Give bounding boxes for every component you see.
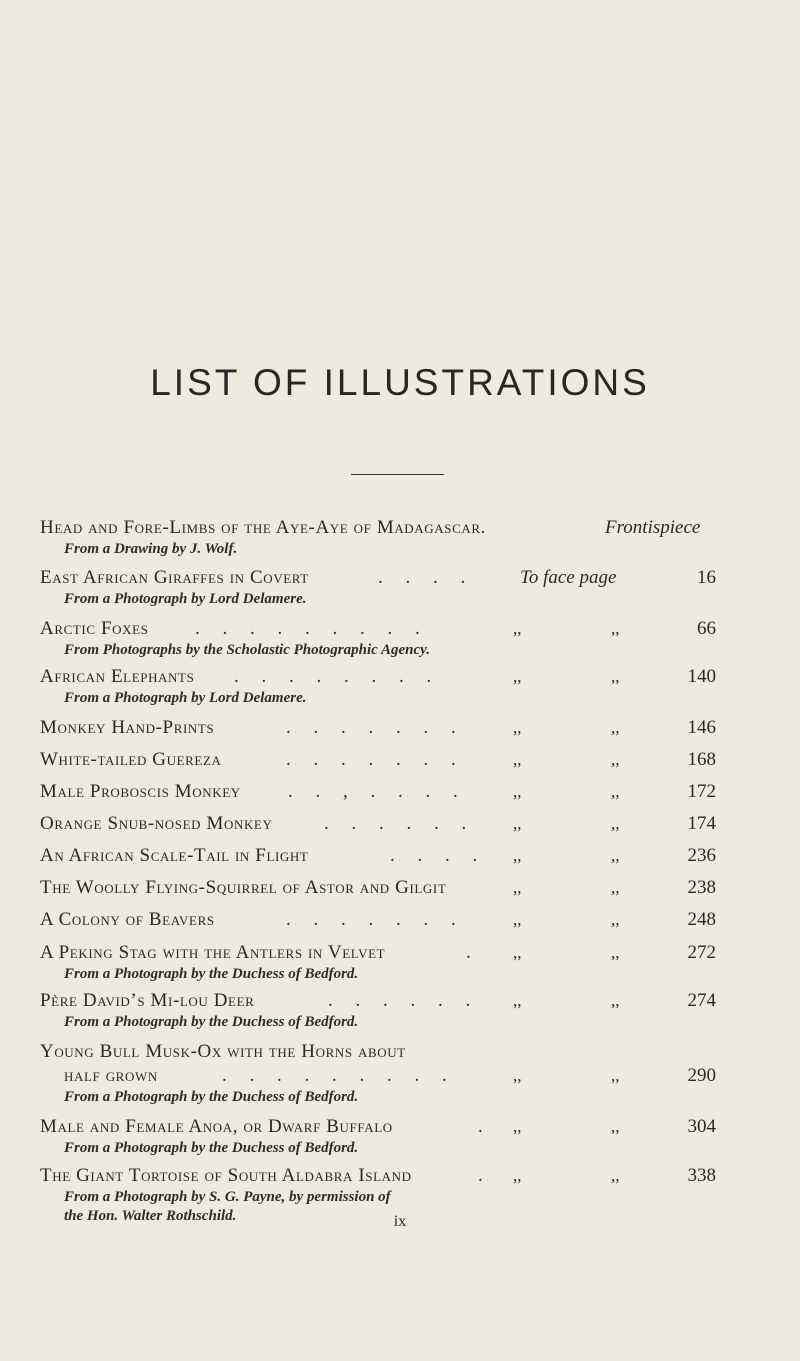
leader-dots: . . . .	[390, 845, 487, 866]
title-rule	[351, 474, 444, 475]
ditto-mark: ,,	[513, 1166, 522, 1185]
ditto-mark: ,,	[611, 878, 620, 897]
page-number: 146	[687, 717, 716, 738]
entry-title: East African Giraffes in Covert	[40, 567, 309, 588]
ditto-mark: ,,	[611, 943, 620, 962]
leader-dots: . . , . . . .	[288, 781, 467, 802]
ditto-mark: ,,	[513, 667, 522, 686]
entry-credit: From a Photograph by the Duchess of Bedford.	[64, 1089, 359, 1105]
page-number: 248	[687, 909, 716, 930]
page-number: 272	[687, 942, 716, 963]
entry-title: A Colony of Beavers	[40, 909, 215, 930]
leader-dots: . . . . . . .	[286, 717, 465, 738]
to-face-page-label: To face page	[520, 567, 617, 588]
list-item-aye-aye	[40, 516, 760, 559]
entry-credit: From a Photograph by S. G. Payne, by permission of	[64, 1189, 391, 1205]
ditto-mark: ,,	[611, 1066, 620, 1085]
ditto-mark: ,,	[513, 814, 522, 833]
list-item-beavers	[40, 908, 760, 932]
ditto-mark: ,,	[513, 1117, 522, 1136]
leader-dots: .	[478, 1165, 492, 1186]
list-item-giraffes	[40, 566, 760, 609]
leader-dots: . . . . . . .	[286, 749, 465, 770]
list-item-arctic-foxes	[40, 617, 760, 660]
entry-credit: From a Photograph by Lord Delamere.	[64, 591, 307, 607]
ditto-mark: ,,	[611, 846, 620, 865]
list-item-proboscis-monkey	[40, 780, 760, 804]
list-item-snub-nosed-monkey	[40, 812, 760, 836]
ditto-mark: ,,	[611, 782, 620, 801]
entry-title: The Giant Tortoise of South Aldabra Island	[40, 1165, 412, 1186]
entry-title: Orange Snub-nosed Monkey	[40, 813, 273, 834]
page-number: 274	[687, 990, 716, 1011]
entry-credit: From a Photograph by Lord Delamere.	[64, 690, 307, 706]
ditto-mark: ,,	[611, 619, 620, 638]
list-item-mi-lou-deer	[40, 989, 760, 1032]
ditto-mark: ,,	[611, 1166, 620, 1185]
ditto-mark: ,,	[611, 718, 620, 737]
list-item-musk-ox	[40, 1040, 760, 1107]
leader-dots: . . . . . .	[328, 990, 480, 1011]
page-number: 168	[687, 749, 716, 770]
page-number: 66	[697, 618, 716, 639]
leader-dots: .	[478, 1116, 492, 1137]
entry-title: Père David’s Mi-lou Deer	[40, 990, 255, 1011]
entry-title: Monkey Hand-Prints	[40, 717, 215, 738]
leader-dots: .	[466, 942, 480, 963]
entry-title: An African Scale-Tail in Flight	[40, 845, 309, 866]
ditto-mark: ,,	[513, 718, 522, 737]
ditto-mark: ,,	[513, 991, 522, 1010]
list-item-african-elephants	[40, 665, 760, 708]
page-number: 174	[687, 813, 716, 834]
entry-title: Male Proboscis Monkey	[40, 781, 241, 802]
ditto-mark: ,,	[611, 667, 620, 686]
ditto-mark: ,,	[513, 782, 522, 801]
entry-credit-continuation: the Hon. Walter Rothschild.	[64, 1208, 237, 1224]
ditto-mark: ,,	[513, 1066, 522, 1085]
page-number: 290	[687, 1065, 716, 1086]
list-item-scale-tail	[40, 844, 760, 868]
list-item-white-tailed-guereza	[40, 748, 760, 772]
entry-title: Arctic Foxes	[40, 618, 149, 639]
entry-credit: From a Photograph by the Duchess of Bedford.	[64, 1140, 359, 1156]
leader-dots: . . . . . . . .	[234, 666, 441, 687]
entry-title: Young Bull Musk-Ox with the Horns about	[40, 1041, 406, 1062]
page-number: 304	[687, 1116, 716, 1137]
page-number: 236	[687, 845, 716, 866]
entry-title: African Elephants	[40, 666, 195, 687]
page-number: 172	[687, 781, 716, 802]
ditto-mark: ,,	[611, 750, 620, 769]
entry-credit: From a Photograph by the Duchess of Bedford.	[64, 966, 359, 982]
page-number: 140	[687, 666, 716, 687]
page-title: LIST OF ILLUSTRATIONS	[150, 362, 650, 403]
list-item-monkey-hand-prints	[40, 716, 760, 740]
ditto-mark: ,,	[513, 619, 522, 638]
entry-credit: From a Drawing by J. Wolf.	[64, 541, 238, 557]
entry-title-continuation: half grown	[64, 1065, 158, 1086]
list-item-anoa	[40, 1115, 760, 1158]
ditto-mark: ,,	[513, 943, 522, 962]
entry-credit: From Photographs by the Scholastic Photographic Agency.	[64, 642, 430, 658]
leader-dots: . . . . . . .	[286, 909, 465, 930]
page-number: 338	[687, 1165, 716, 1186]
ditto-mark: ,,	[513, 750, 522, 769]
page-number: 238	[687, 877, 716, 898]
entry-title: White-tailed Guereza	[40, 749, 222, 770]
ditto-mark: ,,	[513, 910, 522, 929]
entry-title: A Peking Stag with the Antlers in Velvet	[40, 942, 386, 963]
ditto-mark: ,,	[513, 878, 522, 897]
ditto-mark: ,,	[611, 1117, 620, 1136]
ditto-mark: ,,	[513, 846, 522, 865]
entry-title: Male and Female Anoa, or Dwarf Buffalo	[40, 1116, 393, 1137]
ditto-mark: ,,	[611, 910, 620, 929]
leader-dots: . . . . . . . . .	[222, 1065, 456, 1086]
page-folio: ix	[393, 1213, 407, 1230]
list-item-flying-squirrel	[40, 876, 760, 900]
list-item-peking-stag	[40, 941, 760, 984]
frontispiece-label: Frontispiece	[605, 517, 701, 538]
leader-dots: . . . . . . . . .	[195, 618, 429, 639]
ditto-mark: ,,	[611, 814, 620, 833]
ditto-mark: ,,	[611, 991, 620, 1010]
leader-dots: . . . . . .	[324, 813, 476, 834]
leader-dots: . . . .	[378, 567, 475, 588]
entry-title: The Woolly Flying-Squirrel of Astor and Gilgit	[40, 877, 447, 898]
page-number: 16	[697, 567, 716, 588]
entry-title: Head and Fore-Limbs of the Aye-Aye of Madagascar.	[40, 517, 486, 538]
entry-credit: From a Photograph by the Duchess of Bedford.	[64, 1014, 359, 1030]
